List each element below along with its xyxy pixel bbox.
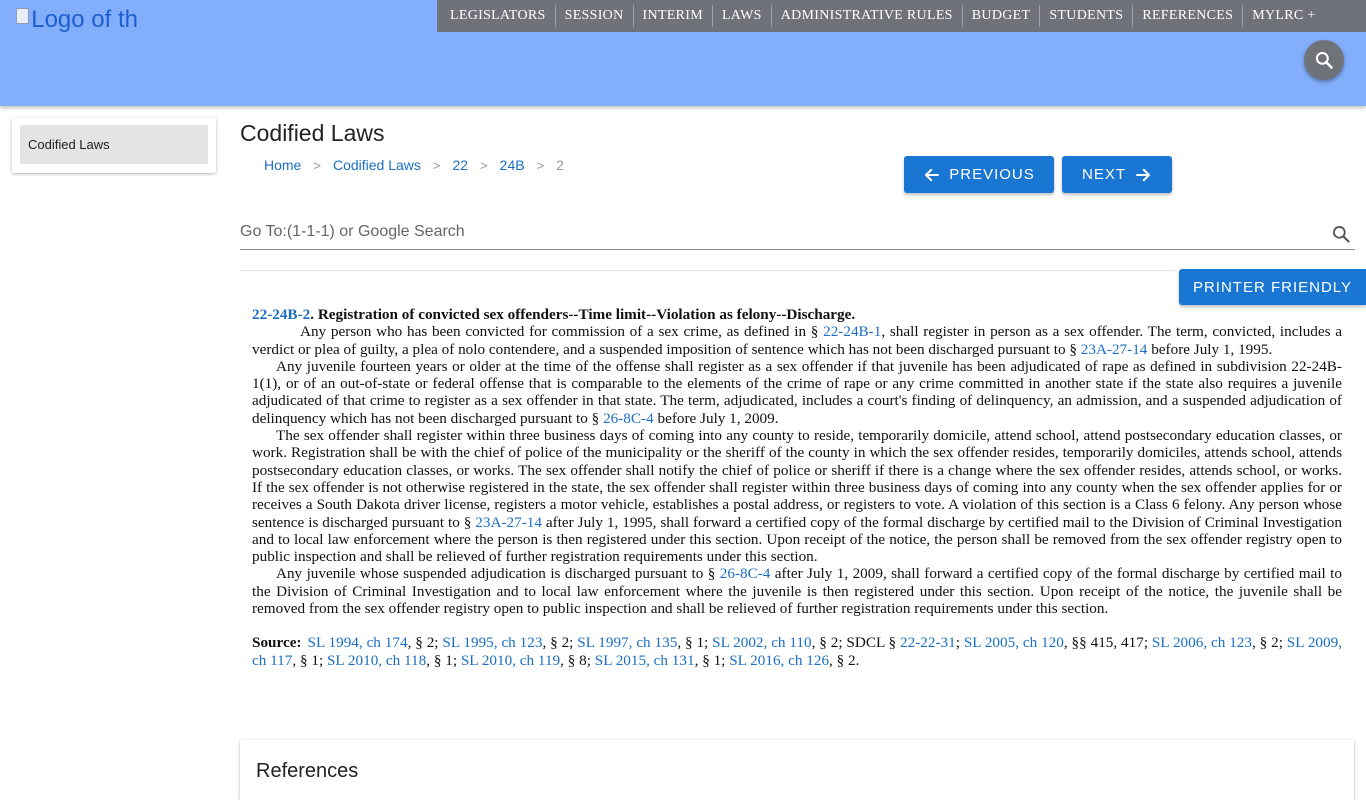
breadcrumb-codified-laws[interactable]: Codified Laws	[332, 157, 421, 173]
breadcrumb-separator: >	[432, 157, 441, 173]
source-text: , § 2.	[829, 651, 860, 669]
paragraph-text: before July 1, 2009.	[653, 409, 779, 427]
breadcrumb-current: 2	[556, 157, 564, 173]
statute-paragraph	[252, 358, 1342, 427]
nav-session[interactable]: SESSION	[556, 5, 634, 27]
source-text: , § 2;	[542, 634, 578, 652]
source-link[interactable]: SL 2015, ch 131	[594, 651, 695, 669]
statute-paragraph	[252, 427, 1342, 565]
statute-heading	[252, 306, 1342, 323]
paragraph-text: before July 1, 1995.	[1147, 340, 1273, 358]
previous-label: PREVIOUS	[949, 166, 1035, 183]
statute-number-link[interactable]: 22-24B-2	[252, 306, 311, 323]
source-text: , § 1;	[426, 651, 461, 669]
divider	[240, 270, 1175, 271]
source-link[interactable]: SL 2009, ch 117	[252, 634, 1342, 669]
nav-mylrc[interactable]: MYLRC +	[1252, 8, 1316, 23]
breadcrumb	[264, 157, 564, 173]
breadcrumb-home[interactable]: Home	[264, 157, 302, 173]
source-link[interactable]: SL 1994, ch 174	[307, 634, 408, 652]
statute-source	[252, 634, 1342, 669]
breadcrumb-separator: >	[536, 157, 545, 173]
nav-students[interactable]: STUDENTS	[1040, 5, 1133, 27]
source-text: , § 1;	[677, 634, 713, 652]
broken-image-icon	[16, 8, 29, 24]
breadcrumb-separator: >	[480, 157, 488, 173]
site-logo[interactable]	[16, 6, 138, 34]
source-text: , § 8;	[560, 651, 595, 669]
paragraph-text: after July 1, 1995, shall forward a certified copy of the formal discharge by certified mail to the Division of Criminal Investigation and to local law enforcement where the person is then registered under this section. Upon receipt of the notice, the person shall be removed from the sex offender registry open to public inspection and shall be relieved of further registration requirements under this section.	[252, 513, 1342, 566]
paragraph-text: Any person who has been convicted for commission of a sex crime, as defined in §	[300, 323, 824, 341]
search-icon	[1314, 50, 1334, 70]
source-text: , § 1;	[292, 651, 327, 669]
printer-friendly-button[interactable]	[1179, 269, 1366, 305]
source-link[interactable]: SL 2016, ch 126	[729, 651, 830, 669]
source-text: , § 2; SDCL §	[811, 634, 901, 652]
sidebar-item-codified-laws[interactable]: Codified Laws	[20, 125, 208, 164]
search-icon	[1331, 224, 1351, 244]
nav-budget[interactable]: BUDGET	[963, 5, 1041, 27]
nav-interim[interactable]: INTERIM	[634, 5, 713, 27]
paragraph-text: , shall register in person as a sex offender. The term, convicted, includes a verdict or plea of guilty, a plea of nolo contendere, and a suspended imposition of sentence which has not been discharged pursuant to §	[252, 323, 1343, 358]
source-text: ;	[955, 634, 964, 652]
paragraph-text: Any juvenile whose suspended adjudication is discharged pursuant to §	[276, 565, 720, 583]
site-header	[0, 0, 1366, 106]
previous-button[interactable]	[904, 156, 1054, 193]
nav-administrative-rules[interactable]: ADMINISTRATIVE RULES	[772, 5, 963, 27]
page-title: Codified Laws	[240, 120, 385, 146]
statute-paragraph	[252, 323, 1342, 358]
breadcrumb-separator: >	[313, 157, 321, 173]
printer-friendly-label: PRINTER FRIENDLY	[1192, 278, 1353, 296]
statute-text	[252, 306, 1342, 669]
search-submit-button[interactable]	[1331, 224, 1351, 249]
sidebar	[12, 118, 216, 173]
paragraph-text: after July 1, 2009, shall forward a certified copy of the formal discharge by certified mail to the Division of Criminal Investigation and to local law enforcement where the juvenile is then registered under this section. Upon receipt of the notice, the juvenile shall be removed from the sex offender registry open to public inspection and shall be relieved of further registration requirements under this section.	[252, 565, 1342, 618]
cross-reference-link[interactable]: 23A-27-14	[1080, 340, 1148, 358]
source-text: , §§ 415, 417;	[1063, 634, 1152, 652]
source-link[interactable]: SL 2010, ch 119	[460, 651, 561, 669]
top-navigation	[437, 0, 1366, 32]
arrow-left-icon	[923, 166, 941, 184]
cross-reference-link[interactable]: 22-24B-1	[823, 323, 882, 341]
references-card	[240, 740, 1354, 800]
source-link[interactable]: SL 2005, ch 120	[963, 634, 1064, 652]
cross-reference-link[interactable]: 26-8C-4	[603, 409, 654, 427]
references-title: References	[256, 760, 359, 782]
breadcrumb-title[interactable]: 22	[452, 157, 469, 173]
paragraph-text: The sex offender shall register within three business days of coming into any county to reside, temporarily domicile, attend school, attend postsecondary education classes, or work. Registration shall be with the chief of police of the municipality or the sheriff of the county in which the sex offender resides, temporarily domiciles, attends school, attends postsecondary education classes, or works. The sex offender shall notify the chief of police or sheriff if there is a change where the sex offender resides, attends school, or works. If the sex offender is not otherwise registered in the state, the sex offender shall register within three business days of coming into any county when the sex offender applies for or receives a South Dakota driver license, registers a motor vehicle, establishes a postal address, or registers to vote. A violation of this section is a Class 6 felony. Any person whose sentence is discharged pursuant to §	[252, 427, 1342, 531]
source-link[interactable]: SL 2010, ch 118	[326, 651, 427, 669]
source-link[interactable]: SL 1997, ch 135	[577, 634, 678, 652]
statute-paragraph	[252, 565, 1342, 617]
breadcrumb-chapter[interactable]: 24B	[499, 157, 525, 173]
header-search-button[interactable]	[1304, 40, 1344, 80]
nav-references[interactable]: REFERENCES	[1133, 5, 1243, 27]
cross-reference-link[interactable]: 26-8C-4	[719, 565, 771, 583]
next-label: NEXT	[1081, 166, 1126, 183]
source-link[interactable]: SL 1995, ch 123	[442, 634, 543, 652]
goto-search-input[interactable]	[240, 218, 1320, 246]
source-link[interactable]: 22-22-31	[900, 634, 956, 652]
logo-alt-text: Logo of th	[31, 6, 138, 33]
source-text: , § 1;	[694, 651, 730, 669]
source-link[interactable]: SL 2002, ch 110	[712, 634, 812, 652]
goto-search-field	[240, 218, 1355, 250]
source-label: Source:	[252, 634, 302, 652]
nav-legislators[interactable]: LEGISLATORS	[441, 5, 556, 27]
source-text: , § 2;	[407, 634, 443, 652]
statute-heading-text: . Registration of convicted sex offenders--Time limit--Violation as felony--Discharge.	[310, 306, 856, 323]
next-button[interactable]	[1062, 156, 1172, 193]
paragraph-text: Any juvenile fourteen years or older at the time of the offense shall register as a sex offender if that juvenile has been adjudicated of rape as defined in subdivision 22-24B-1(1), or of an out-of-state or federal offense that is comparable to the elements of the crime of rape or any crime committed in another state if the state also requires a juvenile adjudicated of that crime to register as a sex offender in that state. The term, adjudicated, includes a court's finding of delinquency, an admission, and a suspended adjudication of delinquency which has not been discharged pursuant to §	[252, 357, 1342, 427]
source-text: , § 2;	[1251, 634, 1287, 652]
cross-reference-link[interactable]: 23A-27-14	[475, 513, 542, 531]
nav-laws[interactable]: LAWS	[713, 5, 772, 27]
arrow-right-icon	[1134, 166, 1152, 184]
source-link[interactable]: SL 2006, ch 123	[1151, 634, 1252, 652]
